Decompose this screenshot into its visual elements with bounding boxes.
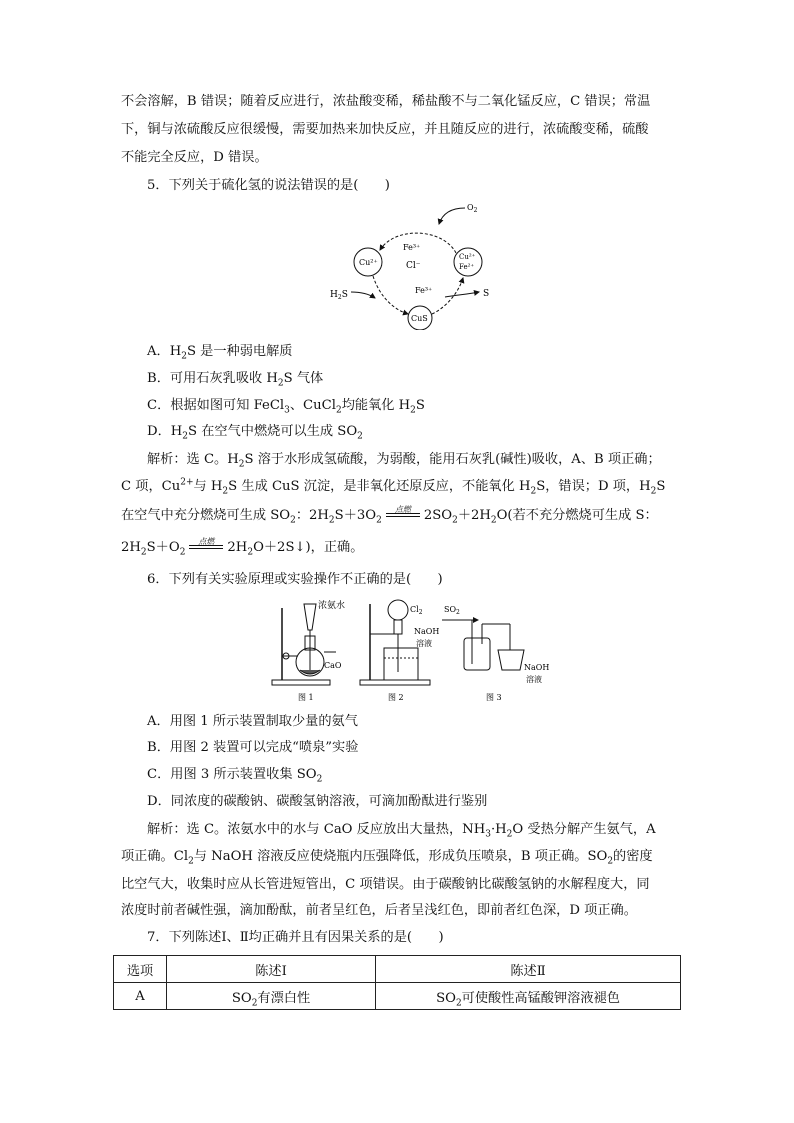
- q6-analysis-line-1: 解析：选 C。浓氨水中的水与 CaO 反应放出大量热，$NH_3\cdot H_2O$ 受热分解产生氨气，A: [147, 822, 656, 840]
- q6-stem: 6．下列有关实验原理或实验操作不正确的是( ): [147, 572, 443, 587]
- svg-text:Cl2: $Cl_2$: [410, 605, 423, 616]
- fig1-caption: 图 1: [298, 693, 314, 702]
- cl-label: Cl⁻: [406, 261, 421, 271]
- row-a-option: A: [114, 983, 167, 1010]
- q7-table: [113, 955, 681, 1010]
- row-a-statement-2: $SO_2$可使酸性高锰酸钾溶液褪色: [376, 983, 681, 1010]
- q5-analysis-line-1: 解析：选 C。$H_2S$ 溶于水形成氢硫酸，为弱酸，能用石灰乳(碱性)吸收，A、B 项正确；: [147, 452, 661, 470]
- solution-label-1: 溶液: [416, 639, 432, 648]
- q5-option-d: D．$H_2S$ 在空气中燃烧可以生成 $SO_2$: [147, 424, 363, 442]
- naoh-label-1: NaOH: [414, 627, 440, 636]
- fig2-caption: 图 2: [388, 693, 404, 702]
- ammonia-label: 浓氨水: [318, 601, 346, 611]
- q6-apparatus-figure: [268, 594, 568, 706]
- cu2-right-label: Cu²⁺: [459, 253, 476, 261]
- naoh-label-2: NaOH: [524, 663, 550, 672]
- row-a-statement-1: $SO_2$有漂白性: [167, 983, 376, 1010]
- header-statement-2: 陈述Ⅱ: [376, 956, 681, 983]
- q5-option-b: B．可用石灰乳吸收 $H_2S$ 气体: [147, 371, 324, 389]
- q6-analysis-line-4: 浓度时前者碱性强，滴加酚酞，前者呈红色，后者呈浅红色，即前者红色深，D 项正确。: [121, 903, 637, 918]
- q5-option-a: A．$H_2S$ 是一种弱电解质: [147, 344, 293, 362]
- intro-line-2: 下，铜与浓硫酸反应很缓慢，需要加热来加快反应，并且随反应的进行，浓硫酸变稀，硫酸: [121, 122, 649, 137]
- svg-text:SO2: $SO_2$: [444, 605, 460, 616]
- cu2-left-label: Cu²⁺: [359, 258, 378, 267]
- fe3-bottom-label: Fe³⁺: [415, 286, 433, 295]
- q7-stem: 7．下列陈述Ⅰ、Ⅱ均正确并且有因果关系的是( ): [147, 930, 444, 945]
- q5-analysis-line-3: 在空气中充分燃烧可生成 $SO_2$：$2H_2S+3O_2$ 点燃 $2SO_2+2H_2O$(若不充分燃烧可生成 S：: [121, 504, 658, 526]
- fe3-top-label: Fe³⁺: [403, 243, 421, 252]
- header-statement-1: 陈述Ⅰ: [167, 956, 376, 983]
- q5-analysis-line-2: C 项，$Cu^{2+}$与 $H_2S$ 生成 CuS 沉淀，是非氧化还原反应，不能氧化 $H_2S$，错误；D 项，$H_2S$: [121, 477, 666, 497]
- solution-label-2: 溶液: [526, 675, 542, 684]
- cao-label: CaO: [324, 661, 342, 670]
- svg-text:O2: $O_2$: [467, 203, 478, 214]
- s-product-label: S: [483, 289, 490, 299]
- svg-text:H2S: $H_2S$: [330, 290, 348, 301]
- reaction-arrow: 点燃: [384, 509, 422, 523]
- table-row: [114, 983, 681, 1010]
- q5-analysis-line-4: $2H_2S+O_2$ 点燃 $2H_2O+2S↓$)，正确。: [121, 536, 364, 558]
- q6-analysis-line-3: 比空气大，收集时应从长管进短管出，C 项错误。由于碳酸钠比碳酸氢钠的水解程度大，同: [121, 877, 650, 892]
- header-option: 选项: [114, 956, 167, 983]
- cus-label: CuS: [411, 314, 428, 323]
- fig3-caption: 图 3: [486, 693, 502, 702]
- intro-line-1: 不会溶解，B 错误；随着反应进行，浓盐酸变稀，稀盐酸不与二氧化锰反应，C 错误；常温: [121, 94, 651, 109]
- q6-option-a: A．用图 1 所示装置制取少量的氨气: [147, 714, 358, 729]
- fe2-right-label: Fe²⁺: [459, 263, 475, 271]
- intro-line-3: 不能完全反应，D 错误。: [121, 150, 268, 165]
- q5-option-c: C．根据如图可知 FeCl$_3$、CuCl$_2$均能氧化 $H_2S$: [147, 398, 425, 416]
- q6-option-c: C．用图 3 所示装置收集 $SO_2$: [147, 767, 323, 785]
- table-header-row: [114, 956, 681, 983]
- q6-option-d: D．同浓度的碳酸钠、碳酸氢钠溶液，可滴加酚酞进行鉴别: [147, 794, 488, 809]
- q5-cycle-diagram: [325, 198, 505, 330]
- q6-analysis-line-2: 项正确。$Cl_2$与 NaOH 溶液反应使烧瓶内压强降低，形成负压喷泉，B 项正确。$SO_2$的密度: [121, 849, 653, 867]
- q6-option-b: B．用图 2 装置可以完成“喷泉”实验: [147, 740, 359, 755]
- reaction-arrow: 点燃: [187, 541, 225, 555]
- q5-stem: 5．下列关于硫化氢的说法错误的是( ): [147, 178, 390, 193]
